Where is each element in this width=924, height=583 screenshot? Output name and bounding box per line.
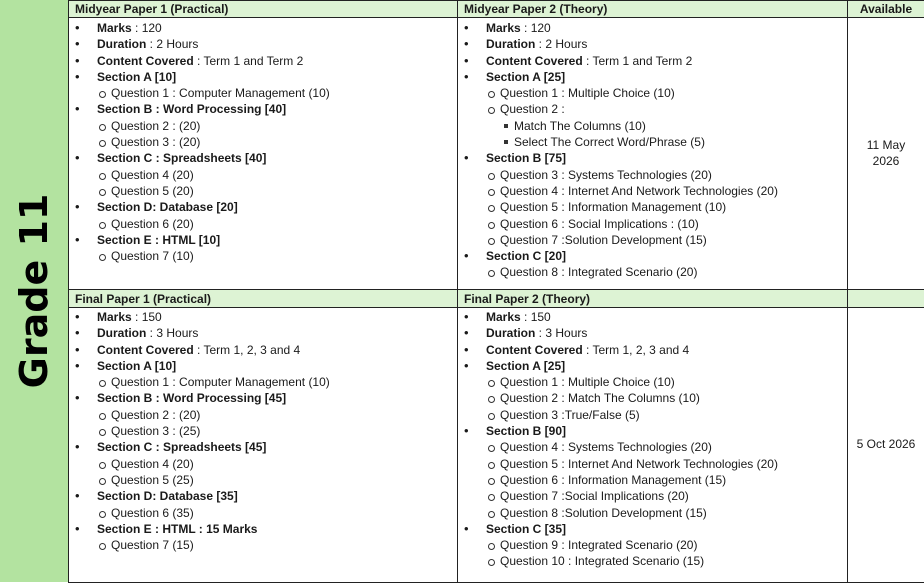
item-text: Question 3 :True/False (5)	[500, 407, 640, 422]
list-item	[69, 199, 457, 215]
list-item	[69, 439, 457, 455]
sub-list-item	[458, 85, 847, 101]
item-text: Question 3 : (20)	[111, 135, 201, 150]
item-text: : Term 1 and Term 2	[582, 53, 693, 68]
list-item	[458, 423, 847, 439]
item-label: Content Covered	[97, 53, 194, 68]
item-text: Question 10 : Integrated Scenario (15)	[500, 554, 705, 569]
item-label: Section E : HTML : 15 Marks	[97, 521, 258, 536]
sub-list-item	[458, 537, 847, 553]
paper-content	[69, 307, 457, 553]
sub-list-item	[69, 248, 457, 264]
list-item	[69, 20, 457, 36]
sub-list-item	[458, 390, 847, 406]
available-date-line: 11 May	[866, 138, 906, 152]
item-label: Section B [75]	[486, 151, 567, 166]
item-text: Question 7 (10)	[111, 249, 194, 264]
item-text: Question 2 : (20)	[111, 118, 201, 133]
sub-list-item	[458, 216, 847, 232]
item-text: Match The Columns (10)	[514, 118, 646, 133]
sub-list-item	[458, 167, 847, 183]
item-label: Section D: Database [20]	[97, 200, 238, 215]
item-label: Section B [90]	[486, 424, 567, 439]
list-item	[458, 20, 847, 36]
available-date-line: 2026	[872, 154, 900, 168]
item-label: Section E : HTML [10]	[97, 232, 221, 247]
item-text: Question 1 : Computer Management (10)	[111, 86, 330, 101]
grade-column	[0, 0, 69, 582]
sub-list-item	[458, 101, 847, 117]
sub-list-item	[458, 456, 847, 472]
item-label: Marks	[97, 21, 132, 35]
list-item	[458, 521, 847, 537]
list-item	[458, 36, 847, 52]
item-text: Question 7 :Social Implications (20)	[500, 489, 689, 504]
item-label: Content Covered	[486, 53, 583, 68]
item-label: Section A [25]	[486, 358, 566, 373]
column-divider	[847, 0, 848, 583]
item-text: Question 5 : Information Management (10)	[500, 200, 727, 215]
item-text: Question 1 : Multiple Choice (10)	[500, 86, 675, 101]
list-item	[69, 309, 457, 325]
item-label: Duration	[486, 37, 536, 52]
item-text: : 150	[131, 310, 162, 324]
item-label: Section D: Database [35]	[97, 489, 238, 504]
item-text: : Term 1 and Term 2	[193, 53, 304, 68]
item-text: Question 2 : (20)	[111, 407, 201, 422]
item-text: Question 8 : Integrated Scenario (20)	[500, 265, 698, 280]
item-text: Question 5 (25)	[111, 472, 194, 487]
available-date	[848, 137, 924, 169]
sub-list-item	[69, 407, 457, 423]
item-text: : 150	[520, 310, 551, 324]
item-text: Question 2 :	[500, 102, 565, 117]
item-label: Marks	[97, 310, 132, 324]
sub-list-item	[458, 553, 847, 569]
list-item	[69, 69, 457, 85]
list-item	[69, 36, 457, 52]
item-label: Section C [20]	[486, 249, 567, 264]
sub-list-item	[69, 505, 457, 521]
sub-list-item	[458, 488, 847, 504]
list-item	[458, 248, 847, 264]
list-item	[69, 101, 457, 117]
paper-content	[458, 18, 847, 281]
row-divider	[68, 0, 924, 1]
list-item	[69, 53, 457, 69]
item-text: : 120	[131, 21, 162, 35]
list-item	[458, 358, 847, 374]
item-text: Question 4 (20)	[111, 456, 194, 471]
item-text: Question 5 (20)	[111, 183, 194, 198]
item-text: Question 1 : Multiple Choice (10)	[500, 375, 675, 390]
sub-list-item	[69, 456, 457, 472]
item-text: : 2 Hours	[535, 37, 588, 52]
item-text: Question 4 (20)	[111, 167, 194, 182]
item-label: Section A [10]	[97, 358, 177, 373]
item-label: Marks	[486, 21, 521, 35]
paper-title: Midyear Paper 2 (Theory)	[458, 0, 847, 18]
paper-content	[458, 307, 847, 570]
item-text: Question 7 :Solution Development (15)	[500, 232, 707, 247]
item-text: Question 6 (35)	[111, 505, 194, 520]
item-label: Content Covered	[486, 342, 583, 357]
item-text: Question 2 : Match The Columns (10)	[500, 391, 700, 406]
item-label: Duration	[486, 326, 536, 341]
item-text: Question 7 (15)	[111, 538, 194, 553]
item-text: Question 3 : Systems Technologies (20)	[500, 167, 712, 182]
list-item	[69, 342, 457, 358]
list-item	[458, 53, 847, 69]
sub-list-item	[69, 167, 457, 183]
paper-title: Midyear Paper 1 (Practical)	[69, 0, 457, 18]
sub-list-item	[458, 199, 847, 215]
sub-list-item	[458, 232, 847, 248]
item-text: Question 8 :Solution Development (15)	[500, 505, 707, 520]
item-label: Section A [25]	[486, 69, 566, 84]
item-text: : 3 Hours	[535, 326, 588, 341]
item-text: Question 6 (20)	[111, 216, 194, 231]
sub-list-item	[69, 374, 457, 390]
grade-label: Grade 11	[12, 193, 56, 389]
list-item	[69, 150, 457, 166]
item-text: Question 6 : Information Management (15)	[500, 472, 727, 487]
item-text: : Term 1, 2, 3 and 4	[582, 342, 690, 357]
list-item	[69, 325, 457, 341]
sub-list-item	[69, 85, 457, 101]
sub-list-item	[458, 374, 847, 390]
sub-list-item	[458, 472, 847, 488]
item-text: Question 1 : Computer Management (10)	[111, 375, 330, 390]
row-divider	[68, 289, 924, 290]
available-date-line: 5 Oct 2026	[856, 437, 916, 451]
item-text: Question 3 : (25)	[111, 424, 201, 439]
item-label: Section C : Spreadsheets [40]	[97, 151, 267, 166]
available-date	[848, 436, 924, 452]
item-text: : 3 Hours	[146, 326, 199, 341]
list-item	[458, 309, 847, 325]
item-text: : 120	[520, 21, 551, 35]
item-label: Duration	[97, 37, 147, 52]
item-label: Section B : Word Processing [40]	[97, 102, 287, 117]
item-text: Question 9 : Integrated Scenario (20)	[500, 538, 698, 553]
paper-title: Final Paper 1 (Practical)	[69, 290, 457, 308]
item-label: Duration	[97, 326, 147, 341]
item-text: Question 4 : Systems Technologies (20)	[500, 440, 712, 455]
sub-list-item	[69, 134, 457, 150]
item-text: Question 6 : Social Implications : (10)	[500, 216, 699, 231]
sub-sub-list-item	[458, 134, 847, 150]
list-item	[69, 358, 457, 374]
list-item	[458, 325, 847, 341]
item-label: Section A [10]	[97, 69, 177, 84]
sub-list-item	[69, 537, 457, 553]
sub-list-item	[458, 439, 847, 455]
column-divider	[457, 0, 458, 583]
item-text: Select The Correct Word/Phrase (5)	[514, 135, 705, 150]
item-text: : Term 1, 2, 3 and 4	[193, 342, 301, 357]
item-label: Marks	[486, 310, 521, 324]
list-item	[69, 390, 457, 406]
paper-title: Final Paper 2 (Theory)	[458, 290, 847, 308]
sub-sub-list-item	[458, 118, 847, 134]
sub-list-item	[458, 407, 847, 423]
sub-list-item	[69, 183, 457, 199]
sub-list-item	[69, 423, 457, 439]
available-header: Available	[848, 0, 924, 18]
paper-content	[69, 18, 457, 264]
item-label: Content Covered	[97, 342, 194, 357]
list-item	[69, 488, 457, 504]
item-label: Section C : Spreadsheets [45]	[97, 440, 267, 455]
item-text: Question 5 : Internet And Network Technologies (20)	[500, 456, 778, 471]
sub-list-item	[69, 118, 457, 134]
sub-list-item	[458, 183, 847, 199]
item-label: Section B : Word Processing [45]	[97, 391, 287, 406]
sub-list-item	[69, 472, 457, 488]
sub-list-item	[458, 264, 847, 280]
list-item	[458, 69, 847, 85]
sub-list-item	[458, 505, 847, 521]
item-text: : 2 Hours	[146, 37, 199, 52]
sub-list-item	[69, 216, 457, 232]
item-label: Section C [35]	[486, 521, 567, 536]
item-text: Question 4 : Internet And Network Technologies (20)	[500, 183, 778, 198]
available-header-blank	[848, 290, 924, 308]
list-item	[458, 150, 847, 166]
list-item	[69, 521, 457, 537]
list-item	[458, 342, 847, 358]
list-item	[69, 232, 457, 248]
